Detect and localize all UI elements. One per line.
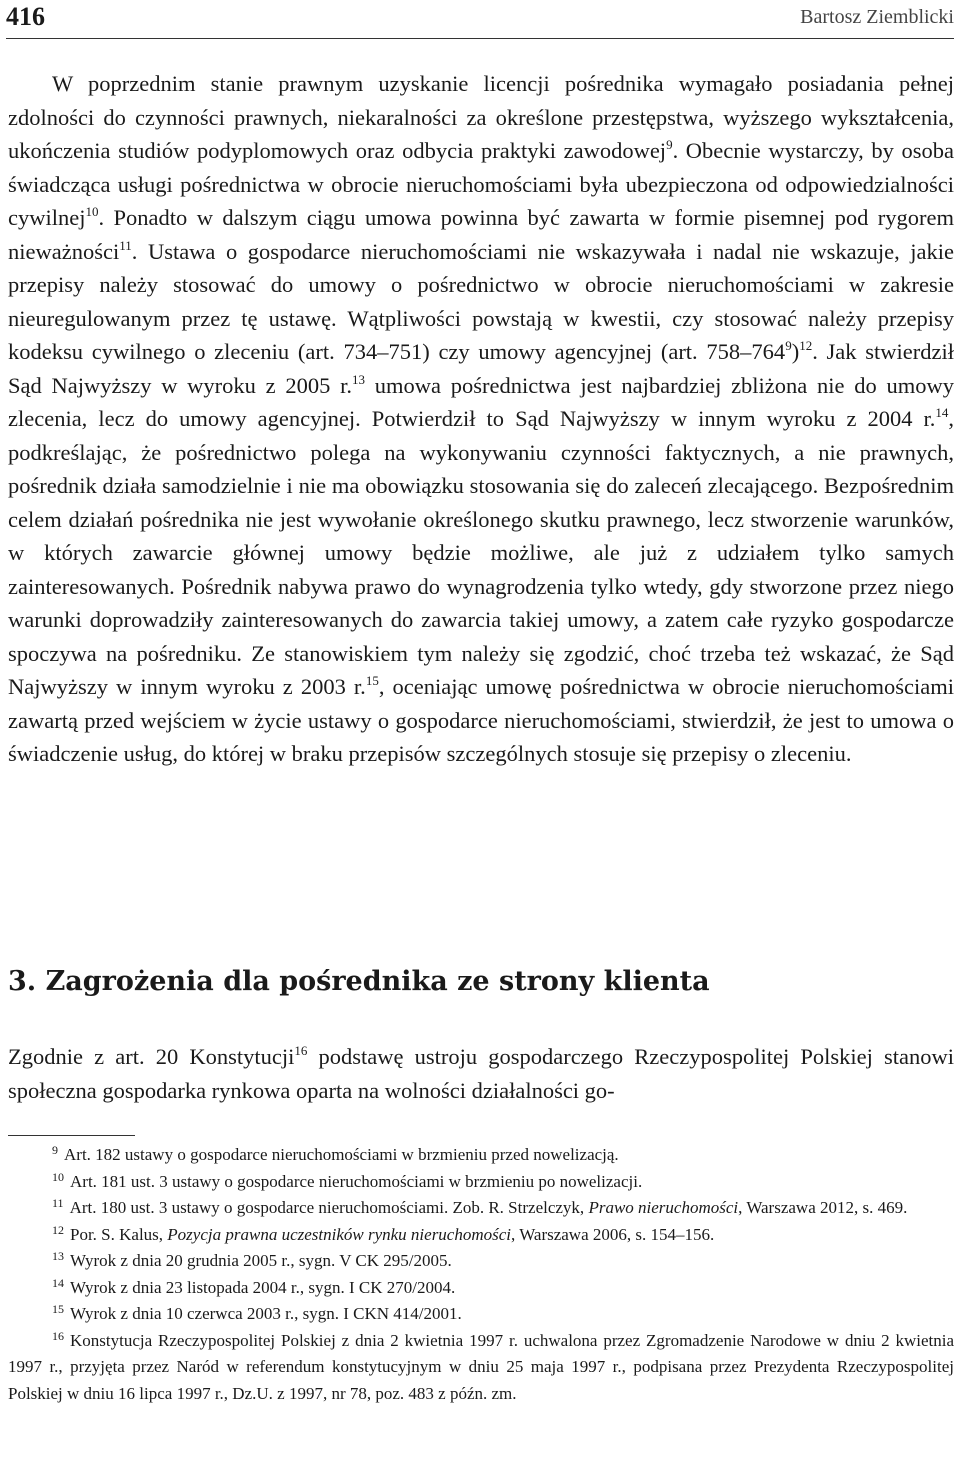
footnote-ref-10[interactable]: 10 <box>85 204 99 219</box>
footnote-number: 9 <box>52 1143 58 1157</box>
text-run: , podkreślając, że pośrednictwo polega na wykonywaniu czynności faktycznych, a nie prawnych, pośrednik działa samodzielnie i nie ma obowiązku stosowania się do zaleceń zlecającego. Bezpośrednim celem działań pośrednika nie jest wywołanie określonego skutku prawnego, lecz stworzenie warunków, w których zawarcie głównej umowy będzie możliwe, ale już z udziałem tylko samych zainteresowanych. Pośrednik nabywa prawo do wynagrodzenia tylko wtedy, gdy stworzone przez niego warunki doprowadziły zainteresowanych do zawarcia takiej umowy, a zatem całe ryzyko gospodarcze spoczywa na pośredniku. Ze stanowiskiem tym należy się zgodzić, choć trzeba też wskazać, że Sąd Najwyższy w innym wyroku z 2003 r. <box>8 406 954 699</box>
footnote-13 <box>8 1248 954 1275</box>
footnote-number: 12 <box>52 1222 64 1237</box>
footnote-11 <box>8 1195 954 1222</box>
text-run: umowa pośrednictwa jest najbardziej zbliżona nie do umowy zlecenia, lecz do umowy agencyjnej. Potwierdził to Sąd Najwyższy w innym wyroku z 2004 r. <box>8 372 954 431</box>
text-run: . Ustawa o gospodarce nieruchomościami nie wskazywała i nadal nie wskazuje, jakie przepisy należy stosować do umowy o pośrednictwo w obrocie nieruchomościami w zakresie nieuregulowanym przez tę ustawę. Wątpliwości powstają w kwestii, czy stosować należy przepisy kodeksu cywilnego o zleceniu (art. 734–751) czy umowy agencyjnej (art. 758–764 <box>8 238 954 364</box>
paragraph <box>8 1040 954 1108</box>
footnote-text: Art. 181 ust. 3 ustawy o gospodarce nieruchomościami w brzmieniu po nowelizacji. <box>70 1171 643 1191</box>
header-rule <box>6 38 954 39</box>
text-run: . Obecnie wystarczy, by osoba świadcząca usługi pośrednictwa w obrocie nieruchomościami była ubezpieczona od odpowiedzialności cywilnej <box>8 138 954 230</box>
footnote-number: 15 <box>52 1302 64 1316</box>
text-run: W poprzednim stanie prawnym uzyskanie licencji pośrednika wymagało posiadania pełnej zdolności do czynności prawnych, niekaralności za określone przestępstwa, wyższego wykształcenia, ukończenia studiów podyplomowych oraz odbycia praktyki zawodowej <box>8 71 954 163</box>
body-text <box>8 67 954 771</box>
footnote-ref-16[interactable]: 16 <box>294 1043 308 1058</box>
footnotes <box>8 1142 954 1407</box>
footnote-15 <box>8 1301 954 1328</box>
page-header <box>6 0 954 36</box>
footnote-text: Art. 180 ust. 3 ustawy o gospodarce nieruchomościami. Zob. R. Strzelczyk, <box>69 1198 589 1217</box>
footnote-number: 11 <box>52 1196 64 1210</box>
footnote-number: 14 <box>52 1275 64 1290</box>
text-run: ) <box>791 339 800 364</box>
footnote-ref-15[interactable]: 15 <box>365 673 379 688</box>
text-run: . Ponadto w dalszym ciągu umowa powinna być zawarta w formie pisemnej pod rygorem nieważności <box>8 205 954 264</box>
text-run: . Jak stwierdził Sąd Najwyższy w wyroku z 2005 r. <box>8 339 955 398</box>
footnote-text: , Warszawa 2006, s. 154–156. <box>511 1224 715 1244</box>
section-text <box>8 1040 954 1108</box>
text-run: podstawę ustroju gospodarczego Rzeczypospolitej Polskiej stanowi społeczna gospodarka rynkowa oparta na wolności działalności go- <box>8 1044 954 1103</box>
section-heading: 3. Zagrożenia dla pośrednika ze strony klienta <box>8 966 710 997</box>
footnote-ref-9[interactable]: 9 <box>666 137 673 152</box>
running-head-author: Bartosz Ziemblicki <box>800 6 954 28</box>
footnote-separator <box>8 1135 135 1136</box>
footnote-ref-12[interactable]: 12 <box>799 338 813 353</box>
footnote-text: , Warszawa 2012, s. 469. <box>738 1198 908 1217</box>
footnote-text: Wyrok z dnia 23 listopada 2004 r., sygn. I CK 270/2004. <box>70 1277 456 1297</box>
footnote-text: Konstytucja Rzeczypospolitej Polskiej z dnia 2 kwietnia 1997 r. uchwalona przez Zgromadzenie Narodowe w dniu 2 kwietnia 1997 r., przyjęta przez Naród w referendum konstytucyjnym w dniu 25 maja 1997 r., podpisana przez Prezydenta Rzeczypospolitej Polskiej w dniu 16 lipca 1997 r., Dz.U. z 1997, nr 78, poz. 483 z późn. zm. <box>8 1330 954 1403</box>
footnote-title-italic: Prawo nieruchomości <box>588 1198 739 1217</box>
footnote-12 <box>8 1222 954 1249</box>
footnote-text: Por. S. Kalus, <box>70 1224 168 1244</box>
footnote-text: Art. 182 ustawy o gospodarce nieruchomościami w brzmieniu przed nowelizacją. <box>64 1145 619 1164</box>
footnote-10 <box>8 1169 954 1196</box>
footnote-number: 10 <box>52 1169 64 1184</box>
page-number: 416 <box>6 2 45 31</box>
footnote-text: Wyrok z dnia 10 czerwca 2003 r., sygn. I CKN 414/2001. <box>70 1304 462 1323</box>
footnote-ref-14[interactable]: 14 <box>935 405 949 420</box>
footnote-ref-11[interactable]: 11 <box>119 237 132 253</box>
paragraph <box>8 67 954 771</box>
text-run: , oceniając umowę pośrednictwa w obrocie nieruchomościami zawartą przed wejściem w życie ustawy o gospodarce nieruchomościami, stwierdził, że jest to umowa o świadczenie usług, do której w braku przepisów szczególnych stosuje się przepisy o zleceniu. <box>8 674 954 766</box>
footnote-number: 16 <box>52 1328 64 1343</box>
footnote-text: Wyrok z dnia 20 grudnia 2005 r., sygn. V CK 295/2005. <box>70 1251 452 1270</box>
footnote-16 <box>8 1328 954 1408</box>
footnote-ref-13[interactable]: 13 <box>352 371 365 387</box>
footnote-14 <box>8 1275 954 1302</box>
footnote-9 <box>8 1142 954 1169</box>
text-run: Zgodnie z art. 20 Konstytucji <box>8 1044 295 1069</box>
footnote-title-italic: Pozycja prawna uczestników rynku nieruchomości <box>167 1224 512 1244</box>
footnote-number: 13 <box>52 1249 64 1263</box>
superscript-9: 9 <box>785 338 792 353</box>
